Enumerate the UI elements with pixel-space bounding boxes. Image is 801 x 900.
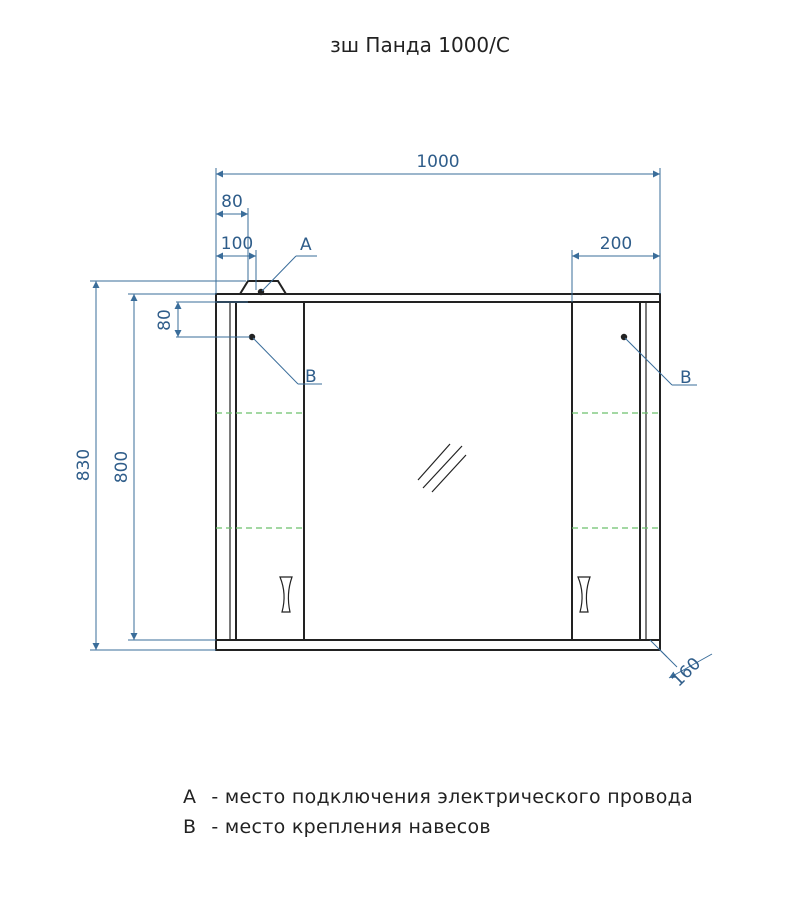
shelf-lines [216, 413, 660, 528]
legend-text: - место подключения электрического провода [211, 786, 694, 808]
dimension-total-height [74, 281, 246, 650]
right-door-handle-icon [578, 577, 590, 612]
marker-b-left-label: B [305, 367, 317, 387]
legend-key: A [183, 786, 197, 808]
marker-b-left [253, 338, 322, 387]
dimension-1000-label: 1000 [416, 152, 460, 172]
dimension-total-width [216, 152, 660, 294]
dimension-830-label: 830 [74, 448, 94, 482]
marker-a-label: A [300, 235, 312, 255]
dimension-100-label: 100 [220, 234, 254, 254]
legend-key: B [183, 816, 197, 838]
mirror-glare-icon [418, 444, 466, 492]
dimension-body-height [112, 294, 216, 640]
marker-a [262, 235, 317, 291]
dimension-800-label: 800 [112, 450, 132, 484]
drawing-title: зш Панда 1000/С [330, 33, 510, 57]
dimension-80-vertical-label: 80 [155, 309, 175, 331]
legend-text: - место крепления навесов [211, 816, 491, 838]
legend-item-b [183, 816, 491, 838]
dimension-80-label: 80 [221, 192, 243, 212]
left-door-handle-icon [280, 577, 292, 612]
dimension-200-label: 200 [599, 234, 633, 254]
dimension-side-cabinet [572, 234, 660, 302]
legend-item-a [183, 786, 693, 808]
marker-b-right-label: B [680, 368, 692, 388]
dimension-160-label: 160 [667, 653, 706, 692]
cabinet-body [216, 281, 660, 650]
